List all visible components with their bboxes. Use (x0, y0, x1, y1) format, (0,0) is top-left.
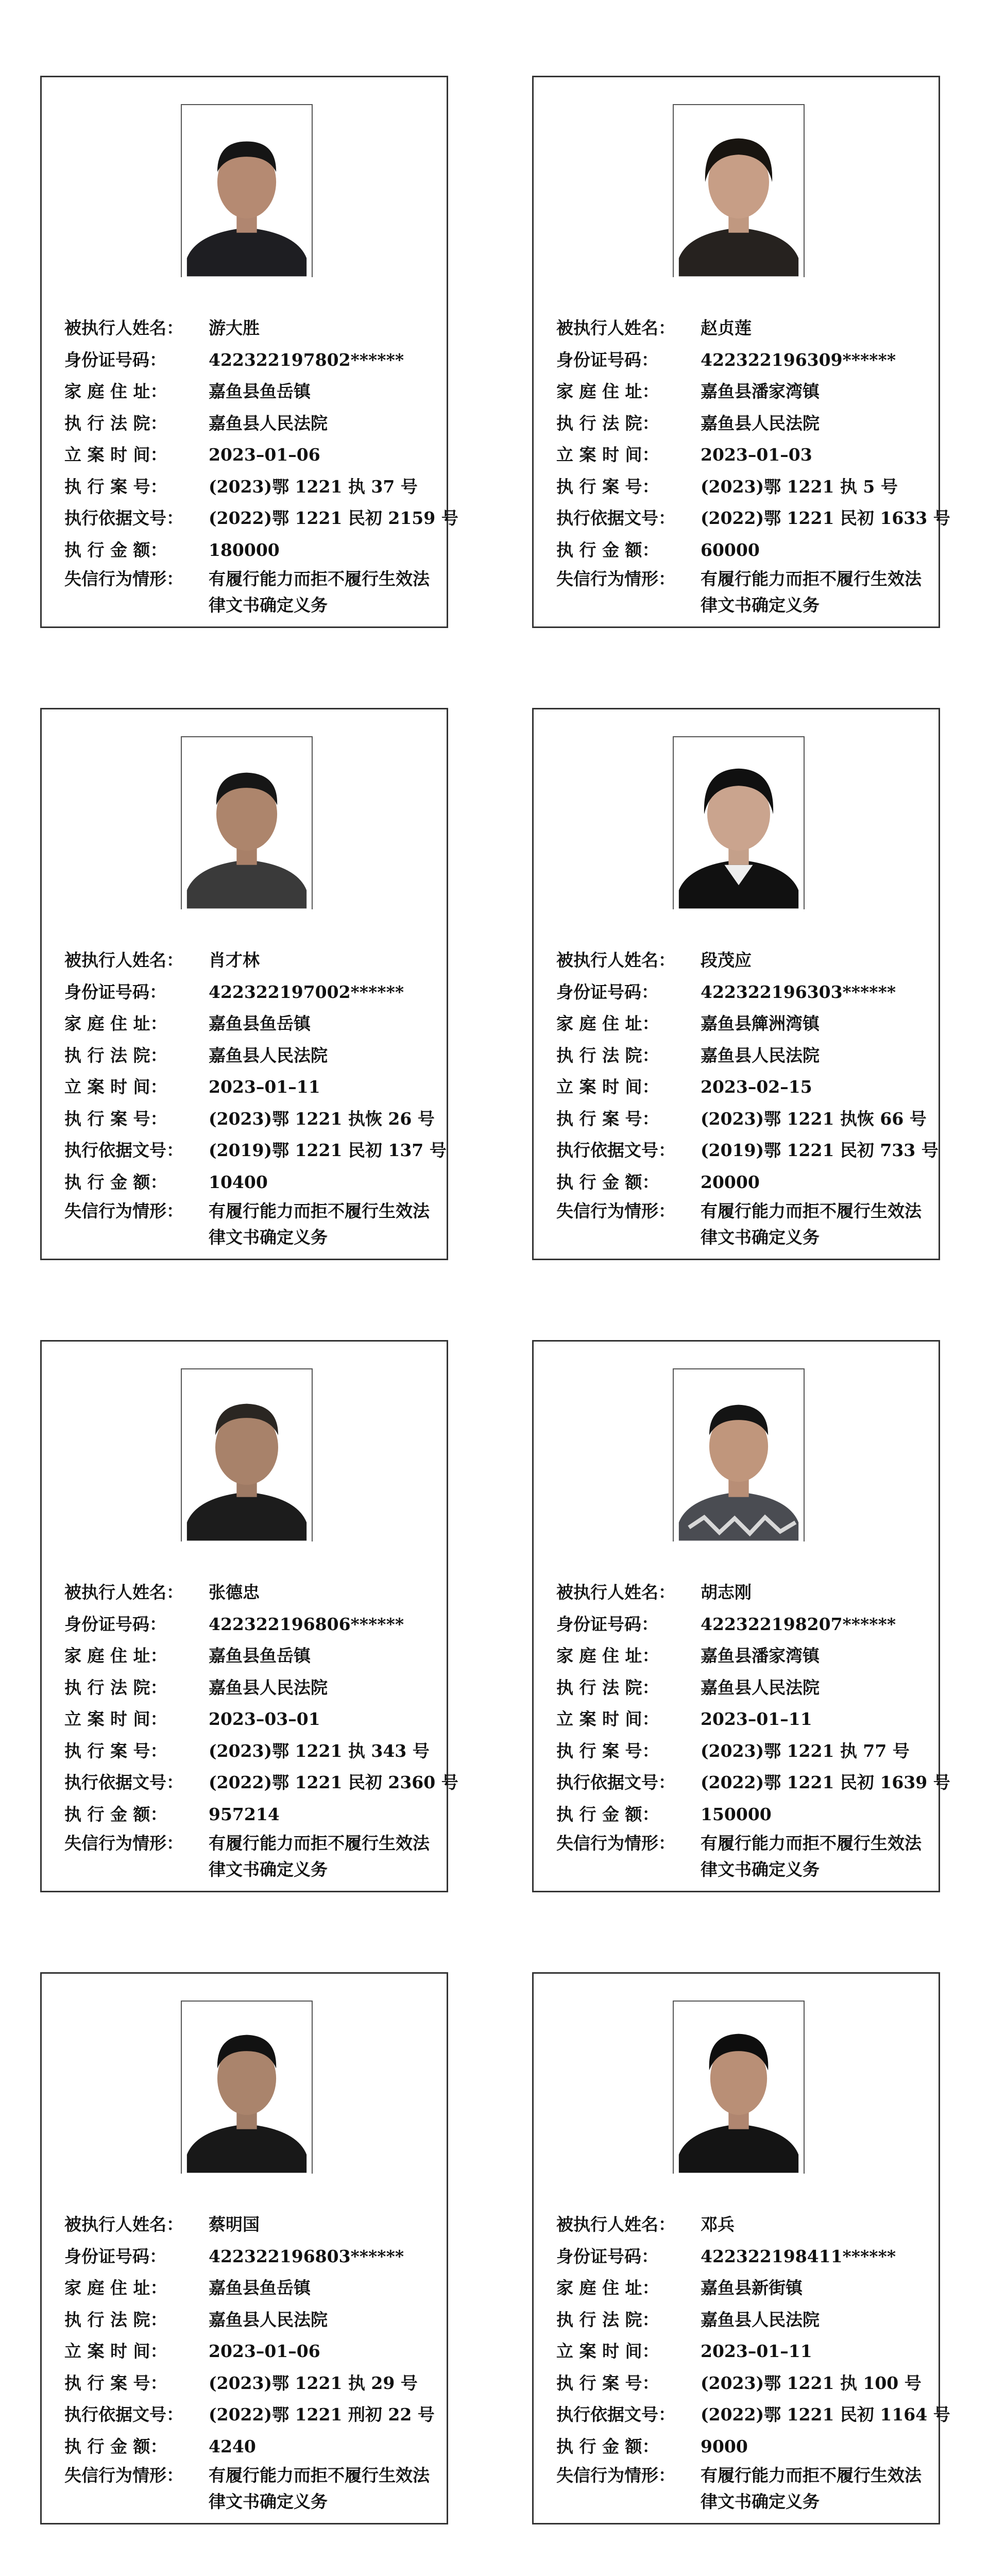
field-filed (556, 439, 927, 471)
field-value: 2023–01–03 (701, 445, 812, 465)
field-label: 立 案 时 间： (64, 1077, 167, 1097)
field-label: 立 案 时 间： (64, 1709, 167, 1729)
field-label: 执 行 法 院： (64, 2309, 167, 2330)
field-filed (64, 1703, 435, 1735)
field-label: 立 案 时 间： (556, 1709, 659, 1729)
field-label: 被执行人姓名： (64, 1582, 183, 1602)
field-label: 被执行人姓名： (556, 2214, 675, 2234)
field-case-no (556, 2367, 927, 2399)
field-label: 身份证号码： (64, 1614, 166, 1634)
field-case-no (64, 1103, 435, 1135)
person-portrait-icon (182, 105, 312, 277)
field-behavior (556, 2462, 927, 2515)
portrait-photo (181, 1368, 313, 1541)
field-filed (64, 439, 435, 471)
field-address (556, 1640, 927, 1672)
field-label: 身份证号码： (556, 981, 658, 1002)
field-label: 执 行 金 额： (64, 2436, 167, 2456)
field-label: 身份证号码： (556, 349, 658, 370)
field-label: 立 案 时 间： (556, 2341, 659, 2361)
field-value: 有履行能力而拒不履行生效法律文书确定义务 (701, 1201, 922, 1247)
field-address (64, 1640, 435, 1672)
field-value: 嘉鱼县鱼岳镇 (209, 381, 311, 401)
field-value: 有履行能力而拒不履行生效法律文书确定义务 (209, 2465, 430, 2512)
record-fields (556, 1577, 950, 1883)
field-label: 身份证号码： (64, 2246, 166, 2266)
field-case-no (556, 1735, 927, 1767)
field-value: (2022)鄂 1221 刑初 22 号 (209, 2404, 435, 2425)
field-value: 嘉鱼县人民法院 (209, 2309, 328, 2330)
field-value: 嘉鱼县人民法院 (701, 413, 820, 433)
field-label: 执 行 法 院： (556, 413, 659, 433)
field-label: 执 行 案 号： (64, 476, 167, 497)
record-fields (556, 944, 939, 1250)
field-name (64, 312, 435, 344)
field-label: 失信行为情形： (64, 1201, 183, 1221)
field-value: 957214 (209, 1804, 280, 1824)
field-case-no (64, 1735, 435, 1767)
person-portrait-icon (182, 737, 312, 909)
field-value: 嘉鱼县人民法院 (209, 1045, 328, 1065)
field-court (64, 1040, 435, 1072)
field-behavior (64, 566, 435, 618)
field-amount (556, 1166, 927, 1198)
person-portrait-icon (674, 105, 804, 277)
field-value: (2023)鄂 1221 执 29 号 (209, 2372, 418, 2393)
field-value: 422322197002****** (209, 981, 404, 1002)
field-value: 有履行能力而拒不履行生效法律文书确定义务 (209, 1201, 430, 1247)
field-label: 家 庭 住 址： (556, 1646, 659, 1666)
record-card-3 (40, 708, 448, 1260)
field-basis (556, 2399, 950, 2431)
record-fields (64, 312, 458, 618)
field-label: 执 行 金 额： (556, 1804, 659, 1824)
person-portrait-icon (182, 1369, 312, 1541)
field-label: 家 庭 住 址： (64, 1013, 167, 1033)
field-court (556, 1672, 927, 1704)
field-value: 2023–03–01 (209, 1709, 320, 1729)
field-label: 执行依据文号： (64, 508, 183, 528)
field-label: 失信行为情形： (556, 569, 675, 589)
field-label: 失信行为情形： (556, 1833, 675, 1853)
field-value: 422322197802****** (209, 349, 404, 370)
field-label: 执 行 法 院： (64, 1045, 167, 1065)
field-label: 执 行 金 额： (64, 539, 167, 560)
field-court (64, 2304, 435, 2336)
field-name (64, 2209, 435, 2241)
field-label: 执 行 案 号： (64, 1740, 167, 1761)
field-label: 执 行 法 院： (556, 1677, 659, 1698)
field-case-no (556, 471, 927, 503)
field-value: 9000 (701, 2436, 748, 2456)
field-value: (2022)鄂 1221 民初 1633 号 (701, 508, 950, 528)
field-label: 执 行 案 号： (556, 1108, 659, 1129)
field-id (64, 2241, 435, 2273)
record-fields (64, 1577, 458, 1883)
field-value: 嘉鱼县簰洲湾镇 (701, 1013, 820, 1033)
field-value: (2022)鄂 1221 民初 2360 号 (209, 1772, 458, 1792)
field-value: (2022)鄂 1221 民初 1639 号 (701, 1772, 950, 1792)
field-id (556, 1608, 927, 1640)
field-label: 被执行人姓名： (556, 1582, 675, 1602)
field-name (64, 944, 435, 976)
field-label: 被执行人姓名： (64, 2214, 183, 2234)
field-value: 段茂应 (701, 950, 752, 970)
field-label: 家 庭 住 址： (556, 381, 659, 401)
field-value: 2023–01–11 (701, 1709, 812, 1729)
field-address (556, 376, 927, 408)
field-case-no (64, 471, 435, 503)
field-filed (556, 1703, 927, 1735)
field-filed (64, 1071, 435, 1103)
person-portrait-icon (674, 1369, 804, 1541)
field-value: 嘉鱼县潘家湾镇 (701, 1646, 820, 1666)
field-amount (64, 1799, 435, 1831)
record-fields (64, 2209, 435, 2515)
field-value: 肖才林 (209, 950, 260, 970)
field-label: 被执行人姓名： (556, 950, 675, 970)
field-id (556, 976, 927, 1008)
field-value: 有履行能力而拒不履行生效法律文书确定义务 (701, 2465, 922, 2512)
field-case-no (64, 2367, 435, 2399)
field-amount (556, 1799, 927, 1831)
field-court (556, 1040, 927, 1072)
field-basis (64, 502, 458, 534)
field-label: 执行依据文号： (556, 508, 675, 528)
field-label: 执行依据文号： (64, 1140, 183, 1160)
field-label: 执行依据文号： (556, 2404, 675, 2425)
field-value: 180000 (209, 539, 280, 560)
field-label: 家 庭 住 址： (556, 2278, 659, 2298)
field-id (64, 344, 435, 376)
field-amount (64, 1166, 435, 1198)
field-label: 执 行 法 院： (556, 2309, 659, 2330)
field-label: 家 庭 住 址： (64, 2278, 167, 2298)
record-card-2 (532, 76, 950, 628)
field-value: 150000 (701, 1804, 772, 1824)
field-label: 被执行人姓名： (556, 318, 675, 338)
field-value: 胡志刚 (701, 1582, 752, 1602)
field-value: 嘉鱼县人民法院 (701, 1045, 820, 1065)
field-value: (2019)鄂 1221 民初 733 号 (701, 1140, 939, 1160)
field-label: 执行依据文号： (556, 1140, 675, 1160)
field-behavior (64, 2462, 435, 2515)
field-behavior (64, 1198, 435, 1250)
field-value: (2023)鄂 1221 执 37 号 (209, 476, 418, 497)
field-filed (64, 2335, 435, 2367)
field-label: 执行依据文号： (556, 1772, 675, 1792)
field-label: 执 行 案 号： (556, 476, 659, 497)
field-value: (2023)鄂 1221 执 77 号 (701, 1740, 910, 1761)
field-value: 2023–01–11 (701, 2341, 812, 2361)
field-address (64, 2272, 435, 2304)
field-court (64, 1672, 435, 1704)
field-value: (2023)鄂 1221 执恢 26 号 (209, 1108, 435, 1129)
field-filed (556, 2335, 927, 2367)
portrait-photo (673, 104, 805, 277)
field-behavior (556, 1830, 927, 1883)
field-filed (556, 1071, 927, 1103)
field-court (64, 408, 435, 439)
field-basis (64, 1134, 447, 1166)
field-label: 被执行人姓名： (64, 318, 183, 338)
field-label: 立 案 时 间： (64, 2341, 167, 2361)
field-id (64, 976, 435, 1008)
field-label: 身份证号码： (556, 1614, 658, 1634)
field-value: (2023)鄂 1221 执恢 66 号 (701, 1108, 927, 1129)
field-label: 执 行 金 额： (556, 2436, 659, 2456)
field-value: 张德忠 (209, 1582, 260, 1602)
field-case-no (556, 1103, 927, 1135)
record-fields (556, 312, 950, 618)
field-court (556, 2304, 927, 2336)
field-amount (556, 2431, 927, 2463)
field-label: 执 行 金 额： (64, 1172, 167, 1192)
field-value: 422322196803****** (209, 2246, 404, 2266)
field-label: 执 行 案 号： (64, 2372, 167, 2393)
field-label: 执 行 案 号： (556, 2372, 659, 2393)
field-label: 失信行为情形： (64, 2465, 183, 2485)
field-label: 失信行为情形： (556, 1201, 675, 1221)
field-basis (556, 1134, 939, 1166)
field-value: 有履行能力而拒不履行生效法律文书确定义务 (209, 1833, 430, 1879)
field-label: 执 行 法 院： (64, 413, 167, 433)
field-value: 422322198207****** (701, 1614, 896, 1634)
field-value: 2023–01–06 (209, 445, 320, 465)
field-label: 执 行 金 额： (556, 539, 659, 560)
field-value: 嘉鱼县人民法院 (701, 1677, 820, 1698)
field-court (556, 408, 927, 439)
field-basis (64, 2399, 435, 2431)
field-value: 蔡明国 (209, 2214, 260, 2234)
field-label: 立 案 时 间： (64, 445, 167, 465)
field-value: (2019)鄂 1221 民初 137 号 (209, 1140, 447, 1160)
field-value: 有履行能力而拒不履行生效法律文书确定义务 (209, 569, 430, 615)
portrait-photo (181, 736, 313, 909)
field-value: 有履行能力而拒不履行生效法律文书确定义务 (701, 1833, 922, 1879)
field-address (556, 1008, 927, 1040)
field-amount (64, 2431, 435, 2463)
field-label: 家 庭 住 址： (556, 1013, 659, 1033)
field-label: 身份证号码： (556, 2246, 658, 2266)
field-value: 422322198411****** (701, 2246, 896, 2266)
field-value: 有履行能力而拒不履行生效法律文书确定义务 (701, 569, 922, 615)
field-label: 失信行为情形： (64, 569, 183, 589)
portrait-photo (673, 1368, 805, 1541)
field-name (556, 2209, 927, 2241)
field-label: 执 行 法 院： (64, 1677, 167, 1698)
field-amount (556, 534, 927, 566)
field-value: 4240 (209, 2436, 256, 2456)
record-fields (64, 944, 447, 1250)
field-value: 游大胜 (209, 318, 260, 338)
field-value: 10400 (209, 1172, 268, 1192)
field-label: 执行依据文号： (64, 1772, 183, 1792)
field-name (556, 944, 927, 976)
field-value: (2023)鄂 1221 执 343 号 (209, 1740, 430, 1761)
portrait-photo (181, 104, 313, 277)
field-label: 执 行 案 号： (64, 1108, 167, 1129)
field-id (64, 1608, 435, 1640)
field-label: 执 行 案 号： (556, 1740, 659, 1761)
record-card-7 (40, 1972, 448, 2524)
field-id (556, 2241, 927, 2273)
portrait-photo (181, 2001, 313, 2174)
field-label: 执 行 法 院： (556, 1045, 659, 1065)
field-name (556, 1577, 927, 1608)
field-label: 家 庭 住 址： (64, 381, 167, 401)
field-value: 嘉鱼县鱼岳镇 (209, 1013, 311, 1033)
field-value: 嘉鱼县鱼岳镇 (209, 1646, 311, 1666)
field-behavior (64, 1830, 435, 1883)
record-card-6 (532, 1340, 950, 1892)
field-label: 执 行 金 额： (556, 1172, 659, 1192)
field-basis (556, 1767, 950, 1799)
person-portrait-icon (674, 2002, 804, 2174)
field-value: 422322196806****** (209, 1614, 404, 1634)
field-value: (2022)鄂 1221 民初 2159 号 (209, 508, 458, 528)
field-name (64, 1577, 435, 1608)
portrait-photo (673, 736, 805, 909)
field-address (64, 376, 435, 408)
field-name (556, 312, 927, 344)
field-value: 嘉鱼县潘家湾镇 (701, 381, 820, 401)
field-value: (2023)鄂 1221 执 100 号 (701, 2372, 922, 2393)
field-value: 422322196309****** (701, 349, 896, 370)
field-value: 嘉鱼县鱼岳镇 (209, 2278, 311, 2298)
field-label: 立 案 时 间： (556, 1077, 659, 1097)
field-value: 嘉鱼县人民法院 (701, 2309, 820, 2330)
field-value: 60000 (701, 539, 760, 560)
field-basis (64, 1767, 458, 1799)
record-fields (556, 2209, 950, 2515)
person-portrait-icon (674, 737, 804, 909)
field-behavior (556, 566, 927, 618)
field-label: 立 案 时 间： (556, 445, 659, 465)
field-label: 家 庭 住 址： (64, 1646, 167, 1666)
field-value: 赵贞莲 (701, 318, 752, 338)
field-value: 20000 (701, 1172, 760, 1192)
record-card-1 (40, 76, 458, 628)
field-value: 嘉鱼县新街镇 (701, 2278, 803, 2298)
record-card-5 (40, 1340, 458, 1892)
field-label: 身份证号码： (64, 349, 166, 370)
field-basis (556, 502, 950, 534)
field-value: 422322196303****** (701, 981, 896, 1002)
field-amount (64, 534, 435, 566)
field-value: 2023–01–06 (209, 2341, 320, 2361)
field-value: 2023–01–11 (209, 1077, 320, 1097)
field-label: 身份证号码： (64, 981, 166, 1002)
field-value: (2022)鄂 1221 民初 1164 号 (701, 2404, 950, 2425)
field-id (556, 344, 927, 376)
record-card-4 (532, 708, 940, 1260)
field-value: 嘉鱼县人民法院 (209, 1677, 328, 1698)
field-label: 被执行人姓名： (64, 950, 183, 970)
field-label: 失信行为情形： (64, 1833, 183, 1853)
portrait-photo (673, 2001, 805, 2174)
person-portrait-icon (182, 2002, 312, 2174)
record-card-8 (532, 1972, 950, 2524)
field-value: 邓兵 (701, 2214, 735, 2234)
field-label: 失信行为情形： (556, 2465, 675, 2485)
field-value: 嘉鱼县人民法院 (209, 413, 328, 433)
field-behavior (556, 1198, 927, 1250)
field-value: 2023–02–15 (701, 1077, 812, 1097)
field-label: 执 行 金 额： (64, 1804, 167, 1824)
field-value: (2023)鄂 1221 执 5 号 (701, 476, 898, 497)
field-address (64, 1008, 435, 1040)
field-label: 执行依据文号： (64, 2404, 183, 2425)
field-address (556, 2272, 927, 2304)
